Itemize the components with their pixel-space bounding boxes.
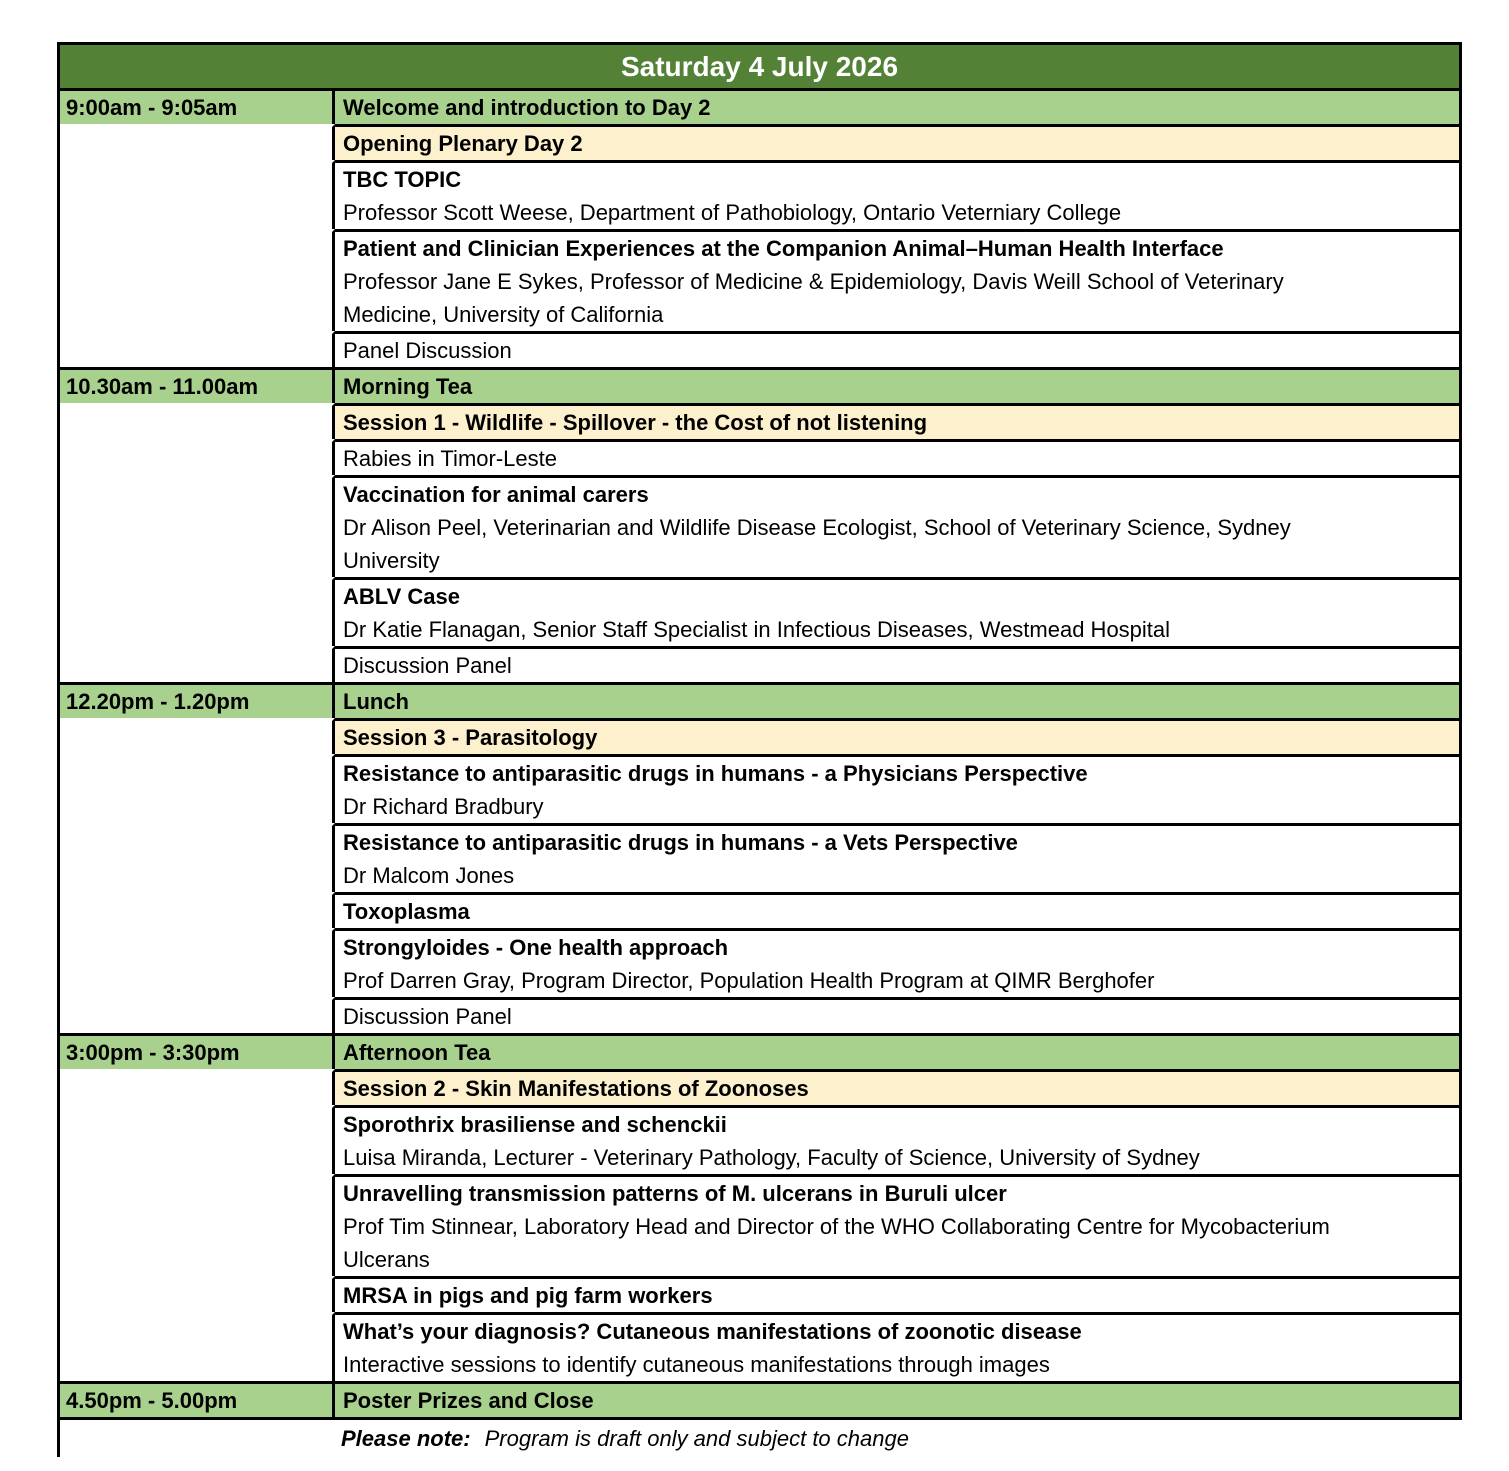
program-row [60,1174,1459,1276]
content-cell [335,91,1459,124]
program-row [60,928,1459,997]
session-title: Session 2 - Skin Manifestations of Zoonoses [343,1076,809,1101]
program-row [60,646,1459,682]
note-label: Please note: [341,1426,471,1451]
content-cell [335,403,1459,439]
program-row [60,823,1459,892]
time-cell [60,439,335,475]
program-rows [60,91,1459,1417]
content-cell [335,754,1459,823]
program-row [60,124,1459,160]
content-cell [335,577,1459,646]
session-title: Session 3 - Parasitology [343,725,598,750]
program-row [60,718,1459,754]
program-row [60,229,1459,331]
time-cell [60,823,335,892]
session-detail: Professor Scott Weese, Department of Pathobiology, Ontario Veterniary College [343,200,1122,225]
time-cell [60,1276,335,1312]
content-cell [335,997,1459,1033]
content-cell [335,124,1459,160]
content-cell [335,1276,1459,1312]
time-cell [60,229,335,331]
time-cell [60,928,335,997]
session-title: Poster Prizes and Close [343,1388,594,1413]
session-title: Unravelling transmission patterns of M. ulcerans in Buruli ulcer [343,1181,1007,1206]
program-row [60,1105,1459,1174]
content-cell [335,928,1459,997]
content-cell [335,160,1459,229]
time-cell [60,1174,335,1276]
session-title: Afternoon Tea [343,1040,491,1065]
content-cell [335,475,1459,577]
session-detail: Professor Jane E Sykes, Professor of Medicine & Epidemiology, Davis Weill School of Veterinary [343,269,1284,294]
time-cell: 12.20pm - 1.20pm [60,682,335,718]
session-detail: Discussion Panel [343,1004,512,1029]
time-cell [60,997,335,1033]
session-detail: Prof Tim Stinnear, Laboratory Head and Director of the WHO Collaborating Centre for Mycobacterium [343,1214,1330,1239]
session-detail: Dr Katie Flanagan, Senior Staff Specialist in Infectious Diseases, Westmead Hospital [343,617,1171,642]
session-title: Toxoplasma [343,899,470,924]
program-row [60,160,1459,229]
session-title: Resistance to antiparasitic drugs in humans - a Vets Perspective [343,830,1018,855]
time-cell [60,577,335,646]
content-cell [335,367,1459,403]
session-detail: Discussion Panel [343,653,512,678]
session-detail: University [343,548,440,573]
session-title: Welcome and introduction to Day 2 [343,95,711,120]
program-wrapper [57,42,1462,1457]
content-cell [335,229,1459,331]
time-cell [60,160,335,229]
session-detail: Prof Darren Gray, Program Director, Population Health Program at QIMR Berghofer [343,968,1155,993]
content-cell [335,892,1459,928]
session-title: MRSA in pigs and pig farm workers [343,1283,713,1308]
time-cell [60,403,335,439]
time-cell [60,1312,335,1381]
time-cell: 10.30am - 11.00am [60,367,335,403]
session-detail: Dr Richard Bradbury [343,794,544,819]
session-title: Sporothrix brasiliense and schenckii [343,1112,727,1137]
program-row [60,1069,1459,1105]
session-detail: Luisa Miranda, Lecturer - Veterinary Pathology, Faculty of Science, University of Sydney [343,1145,1200,1170]
content-cell [335,646,1459,682]
program-row [60,1312,1459,1381]
program-row [60,475,1459,577]
program-row [60,682,1459,718]
time-cell: 3:00pm - 3:30pm [60,1033,335,1069]
content-cell [335,1033,1459,1069]
session-detail: Ulcerans [343,1247,430,1272]
program-row [60,367,1459,403]
note-text: Program is draft only and subject to change [484,1426,909,1451]
session-title: Patient and Clinician Experiences at the Companion Animal–Human Health Interface [343,236,1224,261]
session-title: What’s your diagnosis? Cutaneous manifestations of zoonotic disease [343,1319,1082,1344]
content-cell [335,439,1459,475]
session-title: Session 1 - Wildlife - Spillover - the Cost of not listening [343,410,928,435]
content-cell [335,823,1459,892]
time-cell [60,475,335,577]
session-detail: Rabies in Timor-Leste [343,446,557,471]
program-row [60,997,1459,1033]
session-title: Opening Plenary Day 2 [343,131,583,156]
time-cell [60,1105,335,1174]
program-row [60,331,1459,367]
day-title: Saturday 4 July 2026 [60,45,1459,91]
session-title: Morning Tea [343,374,473,399]
program-row [60,1276,1459,1312]
session-title: Strongyloides - One health approach [343,935,729,960]
session-title: Resistance to antiparasitic drugs in humans - a Physicians Perspective [343,761,1088,786]
session-title: Lunch [343,689,409,714]
time-cell [60,124,335,160]
content-cell [335,1069,1459,1105]
program-row [60,892,1459,928]
content-cell [335,1381,1459,1417]
time-cell [60,892,335,928]
program-row [60,403,1459,439]
content-cell [335,331,1459,367]
session-title: TBC TOPIC [343,167,462,192]
program-row [60,1381,1459,1417]
session-detail: Interactive sessions to identify cutaneous manifestations through images [343,1352,1050,1377]
time-cell [60,754,335,823]
time-cell [60,1069,335,1105]
program-row [60,439,1459,475]
time-cell [60,331,335,367]
time-cell: 9:00am - 9:05am [60,91,335,124]
content-cell [335,1174,1459,1276]
time-cell: 4.50pm - 5.00pm [60,1381,335,1417]
program-row [60,91,1459,124]
session-detail: Medicine, University of California [343,302,664,327]
footer-note [57,1420,1462,1457]
session-detail: Panel Discussion [343,338,512,363]
content-cell [335,1312,1459,1381]
session-detail: Dr Malcom Jones [343,863,515,888]
content-cell [335,682,1459,718]
program-row [60,1033,1459,1069]
time-cell [60,646,335,682]
program-table [57,42,1462,1420]
program-row [60,754,1459,823]
session-title: ABLV Case [343,584,460,609]
time-cell [60,718,335,754]
program-row [60,577,1459,646]
content-cell [335,1105,1459,1174]
content-cell [335,718,1459,754]
session-detail: Dr Alison Peel, Veterinarian and Wildlife Disease Ecologist, School of Veterinary Science, Sydney [343,515,1291,540]
session-title: Vaccination for animal carers [343,482,649,507]
